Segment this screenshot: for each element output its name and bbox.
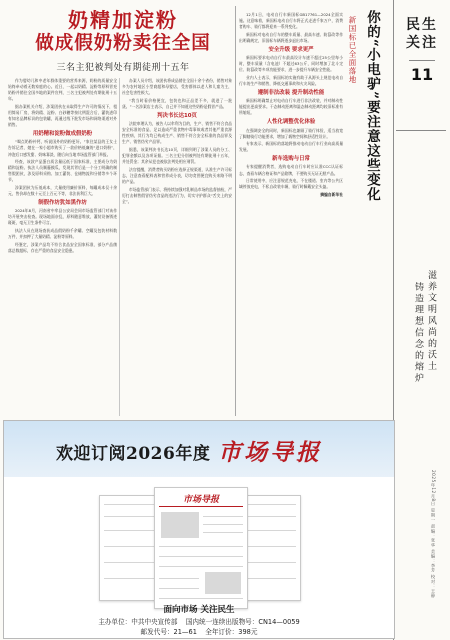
feature-vertical-subtitle: 新国标已全面落地 xyxy=(348,16,357,84)
body-paragraph: 作为婴幼儿和中老年群体重要的营养来源，奶粉的质量安全始终牵动着无数家庭的心。近日，一起以奶精、淀粉等原料冒充奶粉并销往全国多地的案件宣判，三名主犯被判处有期徒刑十五年。 xyxy=(8,78,117,102)
ad-info-line-2 xyxy=(4,626,394,636)
body-paragraph: 据悉，该案判决书长达10页，详细列明了涉案人员的分工、犯罪金额以及各项证据。三名主犯分别被判处有期徒刑十五年，并处罚金；其余从犯也被依法判处相应刑罚。 xyxy=(122,146,232,165)
body-paragraph: 执法人员在现场查获成品假奶粉千余罐、空罐及包装材料数万件，并扣押了大量奶精、淀粉等原料。 xyxy=(8,228,117,240)
feature-title-block xyxy=(346,10,386,210)
body-paragraph: 业内人士表示，新国标的实施有助于从源头上规范电动自行车的生产和销售，降低交通事故和火灾风险。 xyxy=(239,74,343,86)
body-paragraph: 涉案团伙为压低成本，大量使用廉价原料，每罐成本仅十余元，售价却在数十元至上百元不等，非法获利巨大。 xyxy=(8,185,117,197)
body-paragraph: 市场监管部门表示，将持续加强对乳制品市场的监督抽检，严厉打击制售假冒伪劣食品的违法行为，切实守护群众“舌尖上的安全”。 xyxy=(122,186,232,204)
body-paragraph: 12月1日，电动自行车新国标GB17761—2024全面实施。这意味着，新国标电动自行车将正式走进千家万户，消费者购车、骑行都将迎来一系列变化。 xyxy=(239,12,343,30)
headline-deck: 三名主犯被判处有期徒刑十五年 xyxy=(56,63,190,73)
rail-column-title xyxy=(402,16,442,89)
body-paragraph: 经查，该款产品蛋白质含量远低于国家标准，主要成分为奶精和淀粉。执法人员顺藤摸瓜，发现其背后是一个分工明确的制售假团伙，涉及原料采购、加工灌装、仓储物流和分销等多个环节。 xyxy=(8,159,117,183)
body-paragraph: “喝点奶粉补钙，听说国外的奶粉更好。”家住某县的王女士告诉记者，她在一家小超市购买了一款价格低廉的“进口奶粉”，冲泡后口感发甜、奶味寡淡，随后向当地市场监管部门举报。 xyxy=(8,139,117,157)
body-paragraph: 法官提醒，消费者购买奶粉应选择正规渠道，认准生产许可标志，注意查看配料表和营养成分表，切勿贪图便宜购买来路不明的产品。 xyxy=(122,166,232,184)
feature-column xyxy=(239,12,343,416)
ad-slogan: 面向市场 关注民生 xyxy=(163,605,235,615)
rail-poem-right: 滋养文明风尚的沃土 xyxy=(426,270,436,373)
section-divider xyxy=(235,6,236,416)
section-heading: 制假作坊犹如黑作坊 xyxy=(38,200,87,207)
page-number: 11 xyxy=(409,60,435,89)
body-paragraph: 新国标要求电动自行车最高设计车速不超过25公里每小时，整车质量（含电池）不超过63公斤，同时增加了北斗定位、防篡改等多项功能要求，进一步提升车辆安全性能。 xyxy=(239,55,343,73)
body-paragraph: 在强调安全的同时，新国标也兼顾了骑行体验，适当放宽了脚踏骑行功能要求，增加了载物空间和舒适性设计。 xyxy=(239,127,343,139)
body-paragraph: 新国标明确禁止对电动自行车进行非法改装，并对制动性能提出更高要求。干态制动距离和湿态制动距离均较旧标准有所缩短。 xyxy=(239,98,343,116)
rail-rule xyxy=(396,130,446,131)
body-paragraph: “我当时看价格便宜，包装也和正品差不多，就进了一批货。”一名涉案店主表示，自己并不知道这些奶粉是假冒产品。 xyxy=(122,97,232,109)
body-paragraph: 法院审理认为，被告人以牟利为目的，生产、销售不符合食品安全标准的食品，足以造成严重食物中毒事故或者其他严重食源性疾病，其行为均已构成生产、销售不符合安全标准的食品罪及生产、销售伪劣产品罪。 xyxy=(122,121,232,145)
sample-paper-front xyxy=(154,487,248,609)
rail-publication-meta: 2025年12月8日 星期一 责编：张华 美编：李芳 校对：王静 xyxy=(431,470,436,598)
body-paragraph: 新国标对电动自行车的整车质量、最高车速、防篡改等作出明确规定，旧国标车辆将逐步退出市场。 xyxy=(239,31,343,43)
feature-byline: 摘编自新华社 xyxy=(320,192,343,198)
feature-vertical-title: 你的“小电驴”要注意这些变化 xyxy=(364,10,380,202)
ad-title-masthead: 市场导报 xyxy=(218,439,322,466)
section-heading: 安全升级 要求更严 xyxy=(268,46,314,53)
lead-column-1 xyxy=(8,78,117,416)
body-paragraph: 经鉴定，涉案产品均不符合食品安全国家标准，部分产品菌落总数超标，存在严重的食品安全隐患。 xyxy=(8,241,117,253)
body-paragraph: 专家表示，新国标的落地将推动电动自行车行业向高质量发展。 xyxy=(239,141,343,153)
section-heading: 判决书长达10页 xyxy=(157,112,197,119)
sample-paper-masthead: 市场导报 xyxy=(182,495,219,505)
body-paragraph: 据办案机关介绍，涉案团伙在未取得生产许可的情况下，租用简易厂房，将奶精、淀粉、白砂糖等按比例混合后，灌装进印有知名品牌标识的包装罐，再通过线下批发市场和网络渠道对外销售。 xyxy=(8,103,117,128)
body-paragraph: 日常使用中，应注意规范充电，不在楼道、室内等公共区域停放充电，不私自改装车辆，骑行时佩戴安全头盔。 xyxy=(239,178,343,190)
headline-line-2: 做成假奶粉卖往全国 xyxy=(35,33,211,54)
ad-title-left: 欢迎订阅2026年度 xyxy=(56,444,211,464)
section-heading: 新车选购与日常 xyxy=(272,156,310,163)
rail-poem-left: 铸造理想信念的熔炉 xyxy=(413,282,423,385)
body-paragraph: 专家提醒消费者，选购电动自行车时应认准CCC认证标志，查看车辆合格证和产品铭牌，不要购买无证无照产品。 xyxy=(239,164,343,176)
ad-info-line-1 xyxy=(4,616,394,626)
body-paragraph: 办案人员介绍，该团伙将成品销往全国十余个省份，销售对象多为农村地区小型商超和母婴店，受害群体以老人和儿童为主，社会危害性极大。 xyxy=(122,78,232,96)
lead-column-2 xyxy=(122,78,232,416)
section-heading: 用奶精和淀粉做成假奶粉 xyxy=(32,131,93,138)
ad-publisher: 主办单位：中共中央宣传部 xyxy=(98,618,178,626)
section-heading: 遵制非法改装 提升制动性能 xyxy=(257,90,325,97)
headline-line-1: 奶精加淀粉 xyxy=(68,8,178,32)
rail-column-title-text: 民生关注 xyxy=(406,17,438,51)
ad-cn-code: 国内统一连续出版物号：CN14—0059 xyxy=(185,618,300,626)
body-paragraph: 2024年8月，河南省中牟县公安局会同市场监管部门对该作坊开展突击检查。现场地面杂乱，原料随意堆放，灌装设备锈迹斑斑，毫无卫生条件可言。 xyxy=(8,208,117,226)
ad-postal-code: 邮发代号：21—61 xyxy=(140,628,197,636)
subscription-ad xyxy=(3,420,395,639)
ad-price: 全年订价：398元 xyxy=(205,628,258,636)
section-heading: 人性化调整优化体验 xyxy=(266,119,316,126)
lead-headline xyxy=(18,8,228,73)
column-divider xyxy=(119,78,120,416)
